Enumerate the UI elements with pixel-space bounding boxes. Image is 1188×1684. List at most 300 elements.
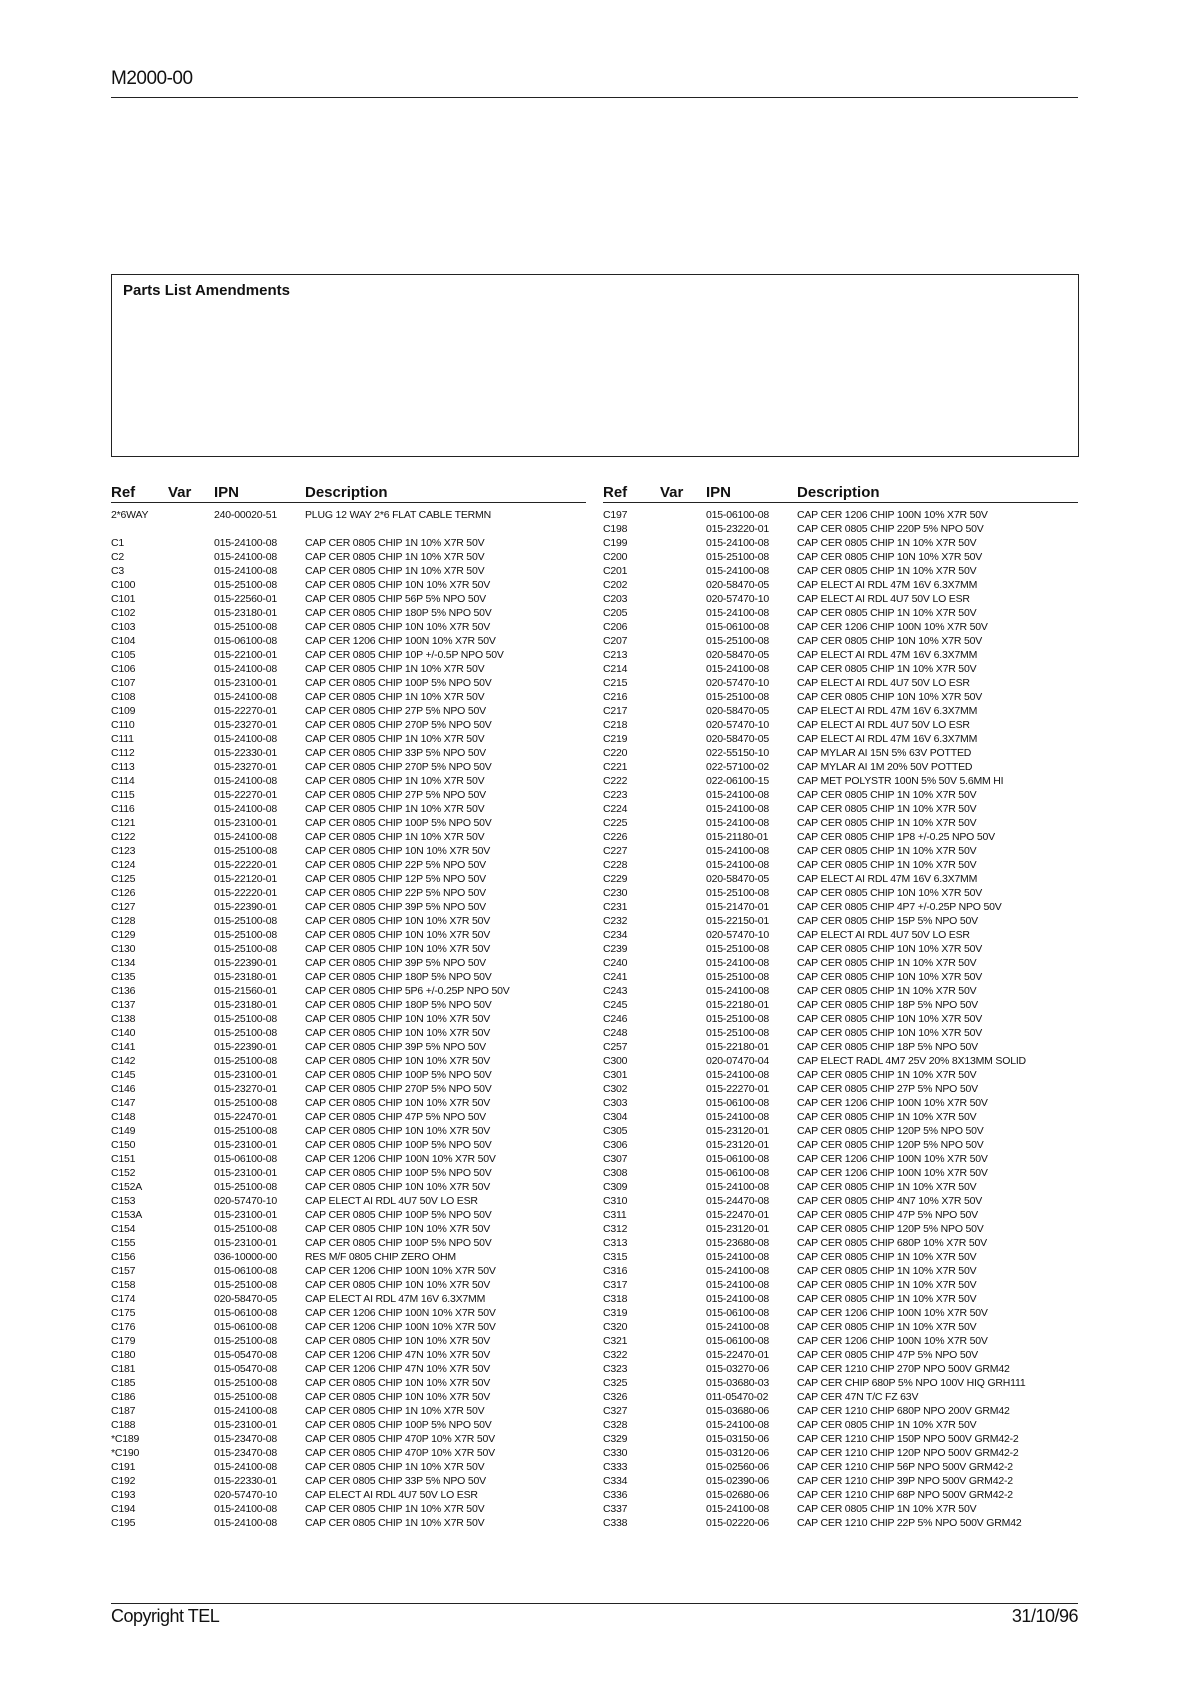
cell-description: CAP ELECT AI RDL 4U7 50V LO ESR: [797, 677, 970, 689]
table-row: [111, 1250, 586, 1264]
table-row: [111, 1292, 586, 1306]
cell-ref: C192: [111, 1475, 136, 1487]
cell-description: CAP CER 1206 CHIP 100N 10% X7R 50V: [797, 1167, 988, 1179]
cell-description: CAP CER 0805 CHIP 4N7 10% X7R 50V: [797, 1195, 983, 1207]
cell-description: CAP CER 0805 CHIP 10N 10% X7R 50V: [797, 551, 983, 563]
table-row: [111, 886, 586, 900]
table-row: [603, 648, 1078, 662]
cell-description: CAP CER 0805 CHIP 1N 10% X7R 50V: [797, 607, 977, 619]
cell-ref: C213: [603, 649, 628, 661]
footer-rule: [111, 1603, 1078, 1604]
cell-ref: C155: [111, 1237, 136, 1249]
cell-ipn: 015-06100-08: [706, 1097, 769, 1109]
cell-description: CAP CER 1206 CHIP 100N 10% X7R 50V: [305, 635, 496, 647]
cell-ref: C300: [603, 1055, 628, 1067]
cell-ipn: 015-23270-01: [214, 761, 277, 773]
column-header-ipn: IPN: [214, 484, 240, 501]
cell-ref: C202: [603, 579, 628, 591]
cell-ref: C105: [111, 649, 136, 661]
cell-description: CAP ELECT AI RDL 4U7 50V LO ESR: [797, 929, 970, 941]
cell-ipn: 015-06100-08: [214, 1307, 277, 1319]
cell-description: CAP CER 0805 CHIP 1N 10% X7R 50V: [797, 789, 977, 801]
table-row: [603, 690, 1078, 704]
cell-ref: C304: [603, 1111, 628, 1123]
table-row: [111, 508, 586, 522]
cell-description: CAP CER 1210 CHIP 39P NPO 500V GRM42-2: [797, 1475, 1013, 1487]
cell-ipn: 015-22220-01: [214, 859, 277, 871]
cell-description: CAP CER 1206 CHIP 100N 10% X7R 50V: [797, 1307, 988, 1319]
cell-ipn: 015-02390-06: [706, 1475, 769, 1487]
cell-ref: C246: [603, 1013, 628, 1025]
cell-ref: C175: [111, 1307, 136, 1319]
table-row: [111, 788, 586, 802]
cell-ipn: 015-24100-08: [214, 803, 277, 815]
cell-ipn: 015-02220-06: [706, 1517, 769, 1529]
cell-ipn: 015-22180-01: [706, 999, 769, 1011]
cell-description: CAP CER 0805 CHIP 1N 10% X7R 50V: [305, 733, 485, 745]
table-row: [111, 956, 586, 970]
table-row: [603, 746, 1078, 760]
table-row: [111, 1096, 586, 1110]
cell-description: CAP CER 0805 CHIP 10N 10% X7R 50V: [797, 943, 983, 955]
cell-ref: C153A: [111, 1209, 143, 1221]
cell-ipn: 015-24100-08: [706, 817, 769, 829]
table-row: [111, 1068, 586, 1082]
cell-description: CAP CER 0805 CHIP 1N 10% X7R 50V: [797, 957, 977, 969]
cell-ipn: 015-05470-08: [214, 1363, 277, 1375]
cell-ipn: 020-57470-10: [214, 1489, 277, 1501]
cell-description: CAP CER 0805 CHIP 1N 10% X7R 50V: [797, 1265, 977, 1277]
cell-ref: C116: [111, 803, 135, 815]
table-row: [603, 872, 1078, 886]
cell-ipn: 015-22270-01: [706, 1083, 769, 1095]
cell-ref: C194: [111, 1503, 136, 1515]
cell-ref: C241: [603, 971, 628, 983]
cell-description: CAP CER 1206 CHIP 100N 10% X7R 50V: [305, 1307, 496, 1319]
table-row: [111, 984, 586, 998]
cell-ref: C336: [603, 1489, 628, 1501]
cell-description: CAP CER 0805 CHIP 10N 10% X7R 50V: [305, 1055, 491, 1067]
cell-description: CAP MET POLYSTR 100N 5% 50V 5.6MM HI: [797, 775, 1004, 787]
cell-ref: C152: [111, 1167, 136, 1179]
cell-description: CAP CER 0805 CHIP 1N 10% X7R 50V: [797, 1069, 977, 1081]
table-row: [111, 662, 586, 676]
cell-ref: C229: [603, 873, 628, 885]
cell-ipn: 036-10000-00: [214, 1251, 277, 1263]
cell-ipn: 015-25100-08: [706, 635, 769, 647]
cell-description: CAP ELECT AI RDL 47M 16V 6.3X7MM: [797, 705, 978, 717]
table-row: [603, 1516, 1078, 1530]
cell-ipn: 015-22330-01: [214, 1475, 277, 1487]
table-row: [111, 1334, 586, 1348]
cell-description: CAP CER 0805 CHIP 10N 10% X7R 50V: [797, 971, 983, 983]
cell-ref: C129: [111, 929, 136, 941]
table-row: [603, 634, 1078, 648]
cell-ref: C306: [603, 1139, 628, 1151]
cell-ipn: 015-06100-08: [706, 1335, 769, 1347]
cell-ref: C141: [111, 1041, 136, 1053]
cell-ref: C222: [603, 775, 628, 787]
table-row: [111, 998, 586, 1012]
table-row: [111, 802, 586, 816]
table-row: [603, 564, 1078, 578]
cell-ipn: 015-25100-08: [214, 929, 277, 941]
cell-ref: C325: [603, 1377, 628, 1389]
table-row: [603, 1082, 1078, 1096]
cell-ipn: 015-24100-08: [706, 565, 769, 577]
table-row: [111, 704, 586, 718]
cell-ref: C115: [111, 789, 135, 801]
cell-ref: C136: [111, 985, 136, 997]
cell-ipn: 015-06100-08: [706, 1307, 769, 1319]
cell-description: CAP CER 0805 CHIP 1N 10% X7R 50V: [305, 1517, 485, 1529]
cell-description: CAP CER 1206 CHIP 100N 10% X7R 50V: [305, 1153, 496, 1165]
cell-ref: 2*6WAY: [111, 509, 149, 521]
cell-ipn: 020-58470-05: [214, 1293, 277, 1305]
cell-description: CAP CER 0805 CHIP 10N 10% X7R 50V: [305, 1223, 491, 1235]
cell-ipn: 015-23680-08: [706, 1237, 769, 1249]
cell-description: CAP ELECT AI RDL 4U7 50V LO ESR: [305, 1489, 478, 1501]
table-row: [603, 1362, 1078, 1376]
cell-ref: C191: [111, 1461, 136, 1473]
table-row: [603, 1236, 1078, 1250]
cell-description: CAP ELECT AI RDL 47M 16V 6.3X7MM: [797, 649, 978, 661]
cell-description: CAP ELECT AI RDL 47M 16V 6.3X7MM: [797, 733, 978, 745]
cell-description: CAP CER 0805 CHIP 1N 10% X7R 50V: [305, 551, 485, 563]
table-row: [603, 1138, 1078, 1152]
cell-ref: C157: [111, 1265, 136, 1277]
cell-description: CAP CER 0805 CHIP 100P 5% NPO 50V: [305, 1237, 492, 1249]
cell-description: CAP CER 0805 CHIP 1N 10% X7R 50V: [305, 663, 485, 675]
table-row: [603, 928, 1078, 942]
cell-ref: C135: [111, 971, 136, 983]
cell-description: CAP CER 0805 CHIP 1N 10% X7R 50V: [797, 1293, 977, 1305]
cell-description: CAP CER 0805 CHIP 56P 5% NPO 50V: [305, 593, 486, 605]
cell-ipn: 015-24100-08: [214, 565, 277, 577]
cell-ref: C137: [111, 999, 136, 1011]
cell-ipn: 015-24100-08: [706, 957, 769, 969]
cell-description: CAP CER 0805 CHIP 100P 5% NPO 50V: [305, 1167, 492, 1179]
cell-description: CAP CER 0805 CHIP 10N 10% X7R 50V: [305, 1181, 491, 1193]
cell-ref: C248: [603, 1027, 628, 1039]
cell-description: CAP CER 0805 CHIP 1N 10% X7R 50V: [797, 663, 977, 675]
cell-ref: C220: [603, 747, 628, 759]
cell-description: CAP CER 0805 CHIP 27P 5% NPO 50V: [305, 789, 486, 801]
table-row: [111, 606, 586, 620]
table-row: [111, 872, 586, 886]
cell-ipn: 015-25100-08: [706, 551, 769, 563]
cell-ref: C158: [111, 1279, 136, 1291]
cell-ipn: 015-23270-01: [214, 719, 277, 731]
cell-ref: C318: [603, 1293, 628, 1305]
column-header-description: Description: [797, 484, 880, 501]
cell-ipn: 015-22560-01: [214, 593, 277, 605]
table-row: [603, 1348, 1078, 1362]
table-row: [603, 1278, 1078, 1292]
cell-ipn: 015-24100-08: [706, 1069, 769, 1081]
cell-ipn: 015-24100-08: [214, 663, 277, 675]
cell-description: CAP CER 0805 CHIP 1N 10% X7R 50V: [797, 537, 977, 549]
cell-ipn: 015-23180-01: [214, 607, 277, 619]
cell-ipn: 015-23220-01: [706, 523, 769, 535]
cell-ipn: 015-02680-06: [706, 1489, 769, 1501]
cell-description: CAP CER 0805 CHIP 10N 10% X7R 50V: [305, 845, 491, 857]
cell-description: CAP CER 1210 CHIP 150P NPO 500V GRM42-2: [797, 1433, 1019, 1445]
cell-description: CAP CER 0805 CHIP 1N 10% X7R 50V: [305, 691, 485, 703]
cell-description: CAP CER 0805 CHIP 100P 5% NPO 50V: [305, 1139, 492, 1151]
cell-ref: C103: [111, 621, 136, 633]
cell-description: CAP CER 0805 CHIP 15P 5% NPO 50V: [797, 915, 978, 927]
cell-description: PLUG 12 WAY 2*6 FLAT CABLE TERMN: [305, 509, 491, 521]
cell-ipn: 015-22470-01: [214, 1111, 277, 1123]
cell-ref: C114: [111, 775, 135, 787]
cell-description: CAP CER 47N T/C FZ 63V: [797, 1391, 919, 1403]
table-row: [603, 578, 1078, 592]
cell-ref: C128: [111, 915, 136, 927]
cell-ref: C232: [603, 915, 628, 927]
cell-ipn: 015-06100-08: [214, 635, 277, 647]
cell-description: CAP CER 0805 CHIP 22P 5% NPO 50V: [305, 887, 486, 899]
cell-ipn: 015-23100-01: [214, 1139, 277, 1151]
table-header: [603, 484, 1078, 503]
cell-ipn: 022-55150-10: [706, 747, 769, 759]
cell-ipn: 240-00020-51: [214, 509, 277, 521]
cell-ref: C214: [603, 663, 628, 675]
cell-ipn: 015-06100-08: [706, 509, 769, 521]
cell-ref: C243: [603, 985, 628, 997]
table-row: [603, 662, 1078, 676]
cell-ref: C317: [603, 1279, 628, 1291]
cell-description: CAP CER 0805 CHIP 1N 10% X7R 50V: [305, 831, 485, 843]
cell-ref: C223: [603, 789, 628, 801]
table-row: [603, 704, 1078, 718]
cell-ipn: 015-21470-01: [706, 901, 769, 913]
cell-ipn: 015-25100-08: [214, 1223, 277, 1235]
cell-ref: C323: [603, 1363, 628, 1375]
cell-description: CAP CER 0805 CHIP 120P 5% NPO 50V: [797, 1125, 984, 1137]
table-row: [603, 970, 1078, 984]
table-row: [603, 1124, 1078, 1138]
cell-ipn: 015-25100-08: [214, 1125, 277, 1137]
cell-description: CAP CER 0805 CHIP 39P 5% NPO 50V: [305, 1041, 486, 1053]
table-row: [603, 1166, 1078, 1180]
cell-ref: C181: [111, 1363, 136, 1375]
table-row: [603, 550, 1078, 564]
document-id: M2000-00: [111, 68, 193, 89]
table-row: [603, 1390, 1078, 1404]
table-row: [111, 564, 586, 578]
table-row: [111, 900, 586, 914]
table-row: [603, 1418, 1078, 1432]
cell-ipn: 015-23100-01: [214, 1237, 277, 1249]
cell-ipn: 015-24100-08: [706, 845, 769, 857]
cell-description: CAP CER 0805 CHIP 470P 10% X7R 50V: [305, 1447, 495, 1459]
cell-ipn: 015-23470-08: [214, 1447, 277, 1459]
cell-ref: C123: [111, 845, 136, 857]
table-row: [603, 1096, 1078, 1110]
cell-ipn: 015-22120-01: [214, 873, 277, 885]
cell-ref: C188: [111, 1419, 136, 1431]
table-row: [111, 676, 586, 690]
cell-ipn: 015-23100-01: [214, 677, 277, 689]
cell-description: CAP CER 0805 CHIP 10N 10% X7R 50V: [305, 621, 491, 633]
cell-description: CAP CER 1206 CHIP 47N 10% X7R 50V: [305, 1349, 491, 1361]
table-row: [111, 914, 586, 928]
cell-ref: C312: [603, 1223, 628, 1235]
cell-ref: C174: [111, 1293, 136, 1305]
cell-ipn: 015-23100-01: [214, 1167, 277, 1179]
cell-ipn: 015-25100-08: [214, 1377, 277, 1389]
table-row: [111, 1054, 586, 1068]
cell-ipn: 015-23270-01: [214, 1083, 277, 1095]
table-row: [603, 984, 1078, 998]
cell-description: CAP CER 0805 CHIP 10N 10% X7R 50V: [305, 1125, 491, 1137]
cell-ipn: 015-21560-01: [214, 985, 277, 997]
cell-ipn: 015-25100-08: [214, 579, 277, 591]
cell-ipn: 015-22100-01: [214, 649, 277, 661]
cell-ref: C3: [111, 565, 125, 577]
cell-ref: C102: [111, 607, 136, 619]
cell-ipn: 015-23100-01: [214, 1209, 277, 1221]
cell-ref: C321: [603, 1335, 628, 1347]
cell-ipn: 020-57470-10: [214, 1195, 277, 1207]
cell-description: CAP CER 0805 CHIP 1N 10% X7R 50V: [797, 565, 977, 577]
cell-ipn: 015-24100-08: [706, 1181, 769, 1193]
cell-description: CAP CER 0805 CHIP 1P8 +/-0.25 NPO 50V: [797, 831, 995, 843]
cell-description: CAP CER 0805 CHIP 1N 10% X7R 50V: [797, 1419, 977, 1431]
table-row: [603, 942, 1078, 956]
table-row: [603, 1460, 1078, 1474]
cell-ipn: 015-23120-01: [706, 1223, 769, 1235]
cell-description: CAP MYLAR AI 1M 20% 50V POTTED: [797, 761, 973, 773]
cell-ref: C113: [111, 761, 135, 773]
table-row: [603, 1474, 1078, 1488]
table-row: [111, 1446, 586, 1460]
cell-ipn: 015-24100-08: [214, 1503, 277, 1515]
cell-ref: C124: [111, 859, 136, 871]
cell-ipn: 015-23100-01: [214, 817, 277, 829]
table-row: [603, 1250, 1078, 1264]
table-row: [603, 1376, 1078, 1390]
table-row: [111, 690, 586, 704]
cell-description: CAP CER 0805 CHIP 1N 10% X7R 50V: [797, 817, 977, 829]
table-row: [603, 732, 1078, 746]
table-row: [603, 620, 1078, 634]
table-row: [603, 774, 1078, 788]
cell-ref: C130: [111, 943, 136, 955]
cell-description: CAP CER 1210 CHIP 120P NPO 500V GRM42-2: [797, 1447, 1019, 1459]
cell-ipn: 015-25100-08: [214, 1055, 277, 1067]
cell-ref: C228: [603, 859, 628, 871]
cell-ref: C301: [603, 1069, 628, 1081]
cell-ipn: 015-25100-08: [706, 1027, 769, 1039]
cell-ref: C205: [603, 607, 628, 619]
cell-ipn: 015-22270-01: [214, 705, 277, 717]
table-row: [603, 606, 1078, 620]
cell-ref: C150: [111, 1139, 136, 1151]
cell-description: CAP CER 0805 CHIP 470P 10% X7R 50V: [305, 1433, 495, 1445]
cell-description: CAP CER 0805 CHIP 10N 10% X7R 50V: [305, 943, 491, 955]
cell-description: CAP CER 0805 CHIP 47P 5% NPO 50V: [797, 1349, 978, 1361]
cell-description: CAP CER 0805 CHIP 47P 5% NPO 50V: [797, 1209, 978, 1221]
cell-ipn: 022-57100-02: [706, 761, 769, 773]
cell-ref: C151: [111, 1153, 136, 1165]
cell-ref: C193: [111, 1489, 136, 1501]
cell-description: CAP CER 0805 CHIP 10N 10% X7R 50V: [305, 915, 491, 927]
table-body: [603, 503, 1078, 1530]
table-row: [603, 592, 1078, 606]
cell-description: CAP CER 1206 CHIP 100N 10% X7R 50V: [797, 621, 988, 633]
cell-ref: C303: [603, 1097, 628, 1109]
cell-description: CAP CER 1206 CHIP 100N 10% X7R 50V: [797, 1097, 988, 1109]
cell-ref: C197: [603, 509, 628, 521]
copyright-notice: Copyright TEL: [111, 1606, 220, 1626]
cell-description: CAP CER 0805 CHIP 4P7 +/-0.25P NPO 50V: [797, 901, 1002, 913]
cell-ipn: 015-24470-08: [706, 1195, 769, 1207]
column-header-var: Var: [660, 484, 684, 501]
parts-list-amendments-box: [111, 274, 1079, 457]
cell-ref: C215: [603, 677, 628, 689]
cell-description: CAP CER 0805 CHIP 10N 10% X7R 50V: [797, 1027, 983, 1039]
cell-description: CAP CER 0805 CHIP 10N 10% X7R 50V: [305, 1335, 491, 1347]
cell-ref: C100: [111, 579, 136, 591]
table-row: [111, 816, 586, 830]
table-row: [111, 1194, 586, 1208]
column-header-description: Description: [305, 484, 388, 501]
table-row: [603, 1446, 1078, 1460]
cell-description: CAP ELECT AI RDL 47M 16V 6.3X7MM: [797, 873, 978, 885]
cell-ipn: 015-22180-01: [706, 1041, 769, 1053]
cell-description: CAP ELECT AI RDL 4U7 50V LO ESR: [797, 719, 970, 731]
cell-ipn: 015-22390-01: [214, 1041, 277, 1053]
cell-ipn: 015-24100-08: [706, 1265, 769, 1277]
cell-ref: C199: [603, 537, 628, 549]
cell-ipn: 015-24100-08: [706, 1279, 769, 1291]
cell-ipn: 020-57470-10: [706, 593, 769, 605]
cell-description: CAP ELECT AI RDL 47M 16V 6.3X7MM: [305, 1293, 486, 1305]
table-row: [111, 1138, 586, 1152]
cell-ref: C231: [603, 901, 628, 913]
table-row: [111, 1180, 586, 1194]
cell-ipn: 015-23470-08: [214, 1433, 277, 1445]
parts-table-left: [111, 484, 586, 1530]
cell-ref: C187: [111, 1405, 136, 1417]
cell-description: CAP CER 0805 CHIP 180P 5% NPO 50V: [305, 607, 492, 619]
cell-description: CAP CER 0805 CHIP 1N 10% X7R 50V: [797, 1181, 977, 1193]
cell-ipn: 015-24100-08: [214, 691, 277, 703]
cell-ref: C108: [111, 691, 136, 703]
cell-ref: C257: [603, 1041, 628, 1053]
table-row: [603, 536, 1078, 550]
cell-ref: C307: [603, 1153, 628, 1165]
table-row: [603, 1264, 1078, 1278]
cell-description: CAP CER 0805 CHIP 33P 5% NPO 50V: [305, 1475, 486, 1487]
table-row: [111, 592, 586, 606]
cell-description: CAP CER 0805 CHIP 120P 5% NPO 50V: [797, 1139, 984, 1151]
table-row: [111, 1110, 586, 1124]
cell-ipn: 015-24100-08: [706, 1321, 769, 1333]
cell-ipn: 015-06100-08: [214, 1265, 277, 1277]
cell-ref: C154: [111, 1223, 136, 1235]
cell-ipn: 015-24100-08: [214, 1461, 277, 1473]
cell-ipn: 015-25100-08: [706, 1013, 769, 1025]
cell-ref: C216: [603, 691, 628, 703]
cell-ipn: 015-22470-01: [706, 1209, 769, 1221]
cell-ipn: 015-24100-08: [706, 1251, 769, 1263]
cell-ref: C156: [111, 1251, 136, 1263]
cell-ref: C185: [111, 1377, 136, 1389]
cell-ipn: 015-06100-08: [706, 1153, 769, 1165]
